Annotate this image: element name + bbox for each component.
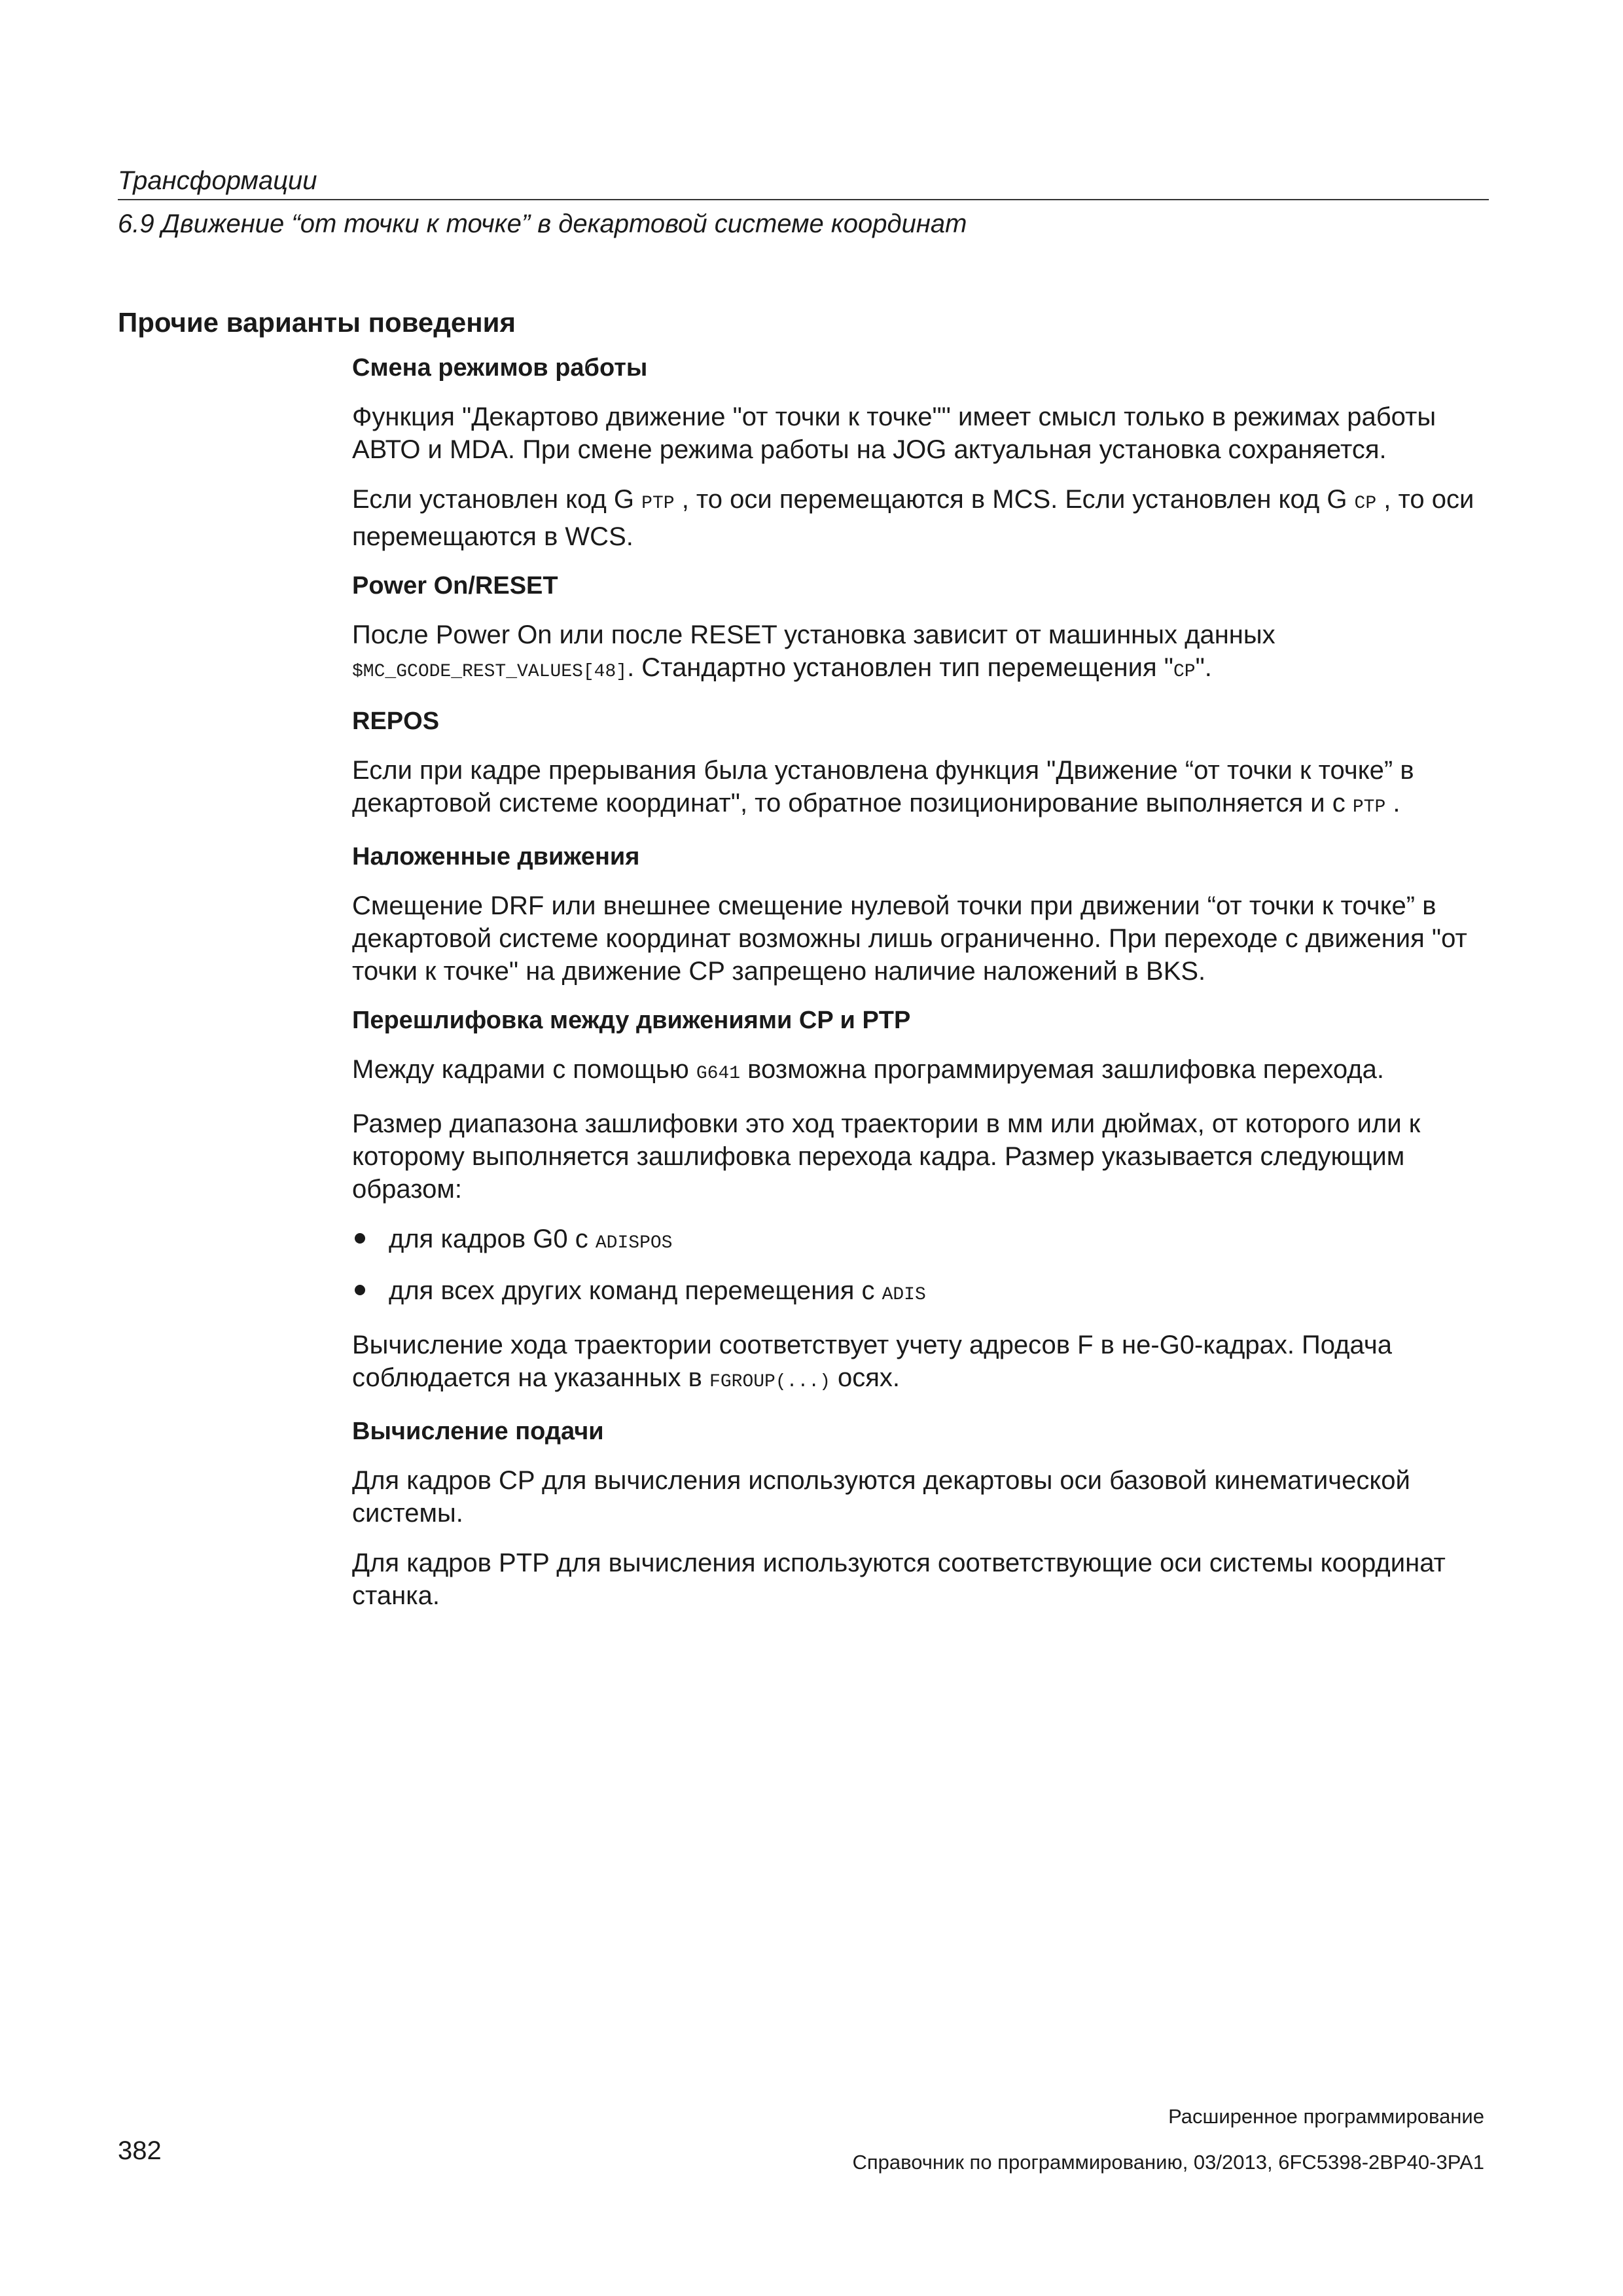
block-overlay-movements — [352, 841, 1497, 988]
text-run: осях. — [830, 1363, 901, 1392]
subheading-mode-change: Смена режимов работы — [352, 354, 648, 382]
subheading-power-on-reset: Power On/RESET — [352, 572, 558, 600]
code-cp: CP — [1173, 662, 1196, 682]
text-run: . — [1385, 789, 1400, 817]
list-item — [352, 1223, 1497, 1260]
subheading-overlay-movements: Наложенные движения — [352, 843, 640, 870]
bullet-icon — [355, 1285, 365, 1295]
code-cp: CP — [1354, 493, 1377, 514]
text-run: Вычисление хода траектории соответствует учету адресов F в не-G0-кадрах. Подача соблюдается на указанных в — [352, 1331, 1392, 1392]
code-machine-data: $MC_GCODE_REST_VALUES[48] — [352, 662, 628, 682]
paragraph: Для кадров CP для вычисления используются декартовы оси базовой кинематической системы. — [352, 1466, 1410, 1528]
code-ptp: PTP — [1352, 797, 1386, 817]
code-adispos: ADISPOS — [595, 1233, 673, 1253]
text-run: возможна программируемая зашлифовка перехода. — [740, 1055, 1384, 1084]
block-mode-change — [352, 352, 1497, 553]
footer-info — [852, 2104, 1484, 2195]
bullet-icon — [355, 1233, 365, 1244]
text-run: Если установлен код G — [352, 485, 642, 514]
running-header — [118, 165, 1489, 240]
footer-book-title: Расширенное программирование — [1168, 2105, 1484, 2128]
text-run: После Power On или после RESET установка зависит от машинных данных — [352, 620, 1275, 649]
text-run: для кадров G0 с — [389, 1225, 596, 1253]
paragraph — [352, 1053, 1497, 1090]
header-section: 6.9 Движение “от точки к точке” в декартовой системе координат — [118, 209, 967, 238]
section-title: Прочие варианты поведения — [118, 307, 516, 338]
subheading-feed-calculation: Вычисление подачи — [352, 1418, 604, 1445]
paragraph: Размер диапазона зашлифовки это ход траектории в мм или дюймах, от которого или к которому выполняется зашлифовка перехода кадра. Размер указывается следующим образом: — [352, 1109, 1421, 1204]
subheading-repos: REPOS — [352, 708, 440, 735]
footer-manual-info: Справочник по программированию, 03/2013, 6FC5398-2BP40-3PA1 — [852, 2151, 1484, 2174]
paragraph — [352, 1329, 1497, 1399]
list-item — [352, 1274, 1497, 1312]
block-feed-calculation — [352, 1416, 1497, 1612]
block-power-on-reset — [352, 570, 1497, 689]
code-ptp: PTP — [641, 493, 675, 514]
paragraph — [352, 619, 1497, 689]
code-fgroup: FGROUP(...) — [709, 1372, 830, 1392]
paragraph: Смещение DRF или внешнее смещение нулевой точки при движении “от точки к точке” в декартовой системе координат возможны лишь ограниченно. При переходе с движения "от точки к точке" на движение CP запрещено наличие наложений в BKS. — [352, 891, 1467, 986]
paragraph: Для кадров PTP для вычисления используются соответствующие оси системы координат станка. — [352, 1549, 1446, 1610]
text-run: . Стандартно установлен тип перемещения " — [627, 653, 1173, 682]
code-adis: ADIS — [882, 1285, 926, 1305]
text-run: Если при кадре прерывания была установлена функция "Движение “от точки к точке” в декартовой системе координат", то обратное позиционирование выполняется и с — [352, 756, 1414, 817]
main-content — [352, 352, 1497, 1629]
header-rule — [118, 199, 1489, 200]
block-blending — [352, 1005, 1497, 1399]
paragraph — [352, 483, 1497, 553]
bullet-list — [352, 1223, 1497, 1312]
code-g641: G641 — [696, 1064, 741, 1084]
text-run: ". — [1195, 653, 1212, 682]
text-run: для всех других команд перемещения с — [389, 1276, 882, 1305]
block-repos — [352, 706, 1497, 824]
paragraph: Функция "Декартово движение "от точки к точке"" имеет смысл только в режимах работы АВТО и MDA. При смене режима работы на JOG актуальная установка сохраняется. — [352, 403, 1436, 464]
header-chapter: Трансформации — [118, 166, 317, 195]
subheading-blending: Перешлифовка между движениями CP и PTP — [352, 1007, 911, 1034]
text-run: Между кадрами с помощью — [352, 1055, 696, 1084]
page-number: 382 — [118, 2136, 162, 2165]
paragraph — [352, 754, 1497, 824]
text-run: , то оси перемещаются в MCS. Если установлен код G — [674, 485, 1355, 514]
text-run: , то оси перемещаются в WCS. — [352, 485, 1474, 551]
